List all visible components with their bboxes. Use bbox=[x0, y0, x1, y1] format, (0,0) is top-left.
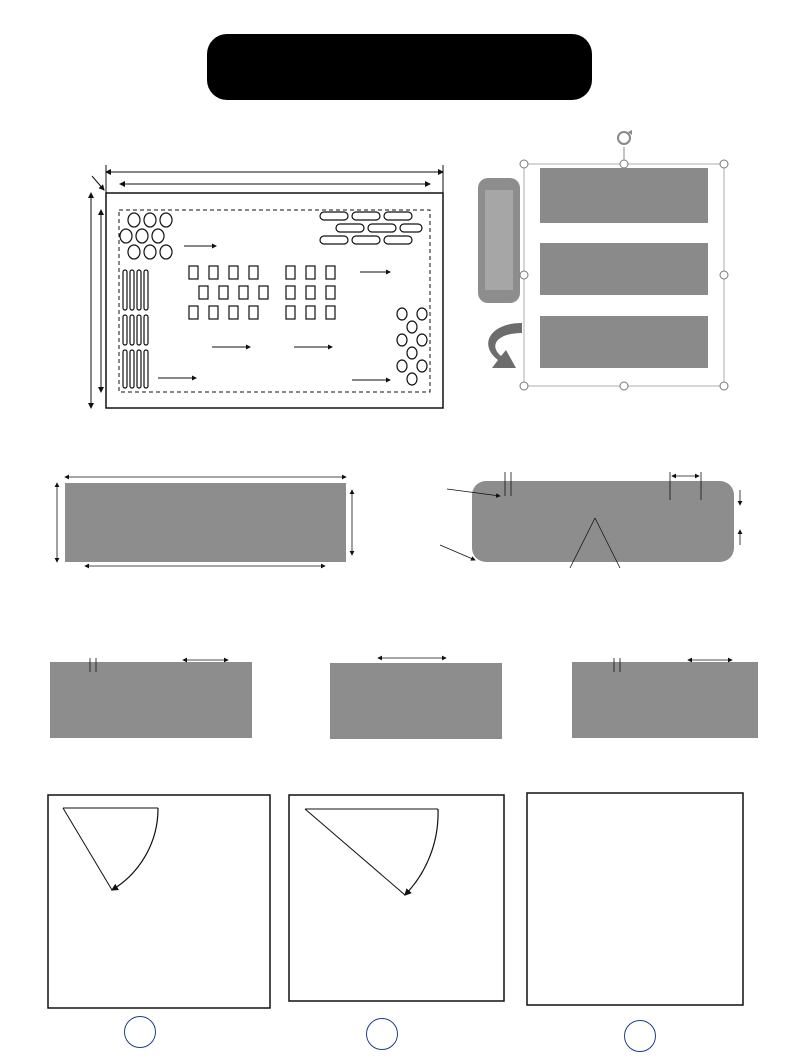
staggered-diagram bbox=[440, 472, 740, 568]
punching-area-outline bbox=[119, 210, 430, 392]
type-1-plate bbox=[540, 168, 708, 223]
edge-treatment-panel bbox=[478, 130, 728, 390]
oblong-holes bbox=[320, 212, 422, 244]
pattern-45-staggered bbox=[289, 795, 504, 1001]
stagger-round-holes bbox=[397, 308, 427, 385]
sheet-layout-diagram bbox=[91, 165, 443, 408]
slot-plate bbox=[330, 663, 502, 739]
sheet-outline bbox=[106, 193, 443, 408]
pattern-number-3 bbox=[624, 1020, 656, 1052]
round-straight-plate bbox=[572, 662, 758, 738]
pattern-60-staggered bbox=[48, 795, 270, 1008]
square-holes bbox=[286, 266, 335, 319]
type-2-plate bbox=[540, 243, 708, 295]
slot-diagram bbox=[330, 658, 502, 739]
pattern-straight bbox=[527, 793, 743, 1005]
type-3-plate bbox=[540, 316, 708, 368]
rotate-handle-icon[interactable] bbox=[618, 130, 632, 144]
pattern-number-2 bbox=[366, 1018, 398, 1050]
sheet-plate bbox=[65, 483, 346, 562]
stagger-square-holes bbox=[189, 266, 268, 319]
square-straight-diagram bbox=[50, 658, 252, 738]
curved-arrow-icon bbox=[488, 323, 522, 368]
rectangle-holes bbox=[123, 270, 148, 388]
square-plate bbox=[50, 662, 252, 738]
perforated-sheet-diagram bbox=[57, 477, 352, 566]
round-straight-diagram bbox=[572, 658, 758, 738]
round-holes bbox=[120, 213, 172, 259]
pattern-number-1 bbox=[124, 1016, 156, 1048]
